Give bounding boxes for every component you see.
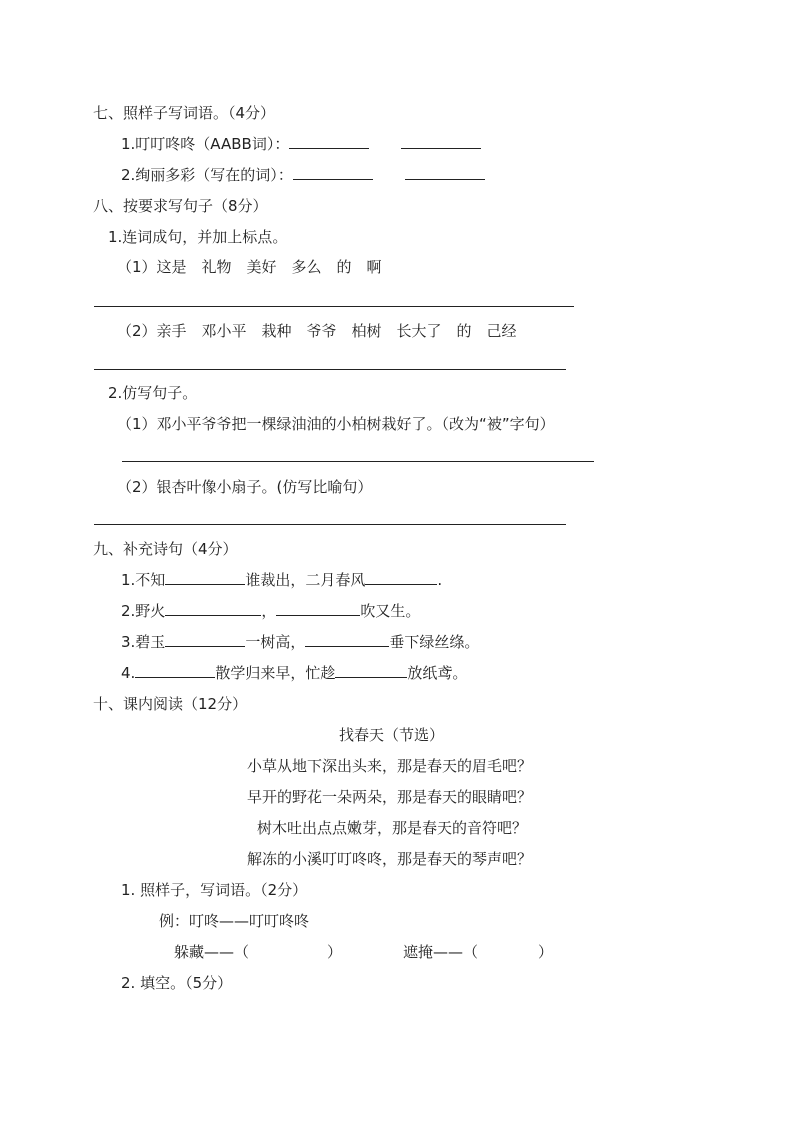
- sec8-q1a: （1）这是 礼物 美好 多么 的 啊: [117, 258, 382, 276]
- answer-blank[interactable]: [165, 570, 245, 585]
- fill-text: 1.不知: [121, 571, 166, 589]
- sec10-word-1: [174, 942, 342, 962]
- section-8-title: 八、按要求写句子（8分）: [93, 197, 268, 215]
- poem-fill-3: [121, 632, 479, 652]
- answer-blank[interactable]: [165, 601, 261, 616]
- fill-text: 垂下绿丝绦。: [389, 633, 480, 651]
- fill-text: 4.: [121, 664, 136, 682]
- answer-blank[interactable]: [365, 570, 437, 585]
- sec8-q2a: （1）邓小平爷爷把一棵绿油油的小柏树栽好了。（改为“被”字句）: [117, 415, 555, 433]
- sec10-q1: 1. 照样子，写词语。（2分）: [121, 881, 308, 899]
- answer-blank[interactable]: [305, 632, 389, 647]
- answer-blank[interactable]: [165, 632, 245, 647]
- answer-blank[interactable]: [405, 165, 485, 180]
- answer-blank[interactable]: [276, 601, 360, 616]
- section-9-title: 九、补充诗句（4分）: [93, 540, 238, 558]
- poem-fill-2: [121, 601, 420, 621]
- sec7-question-2: [121, 165, 485, 185]
- word-close: ）: [538, 943, 554, 961]
- fill-text: .: [437, 571, 443, 589]
- poem-line: 早开的野花一朵两朵，那是春天的眼睛吧？: [247, 788, 533, 806]
- word-close: ）: [327, 943, 343, 961]
- sec10-example: 例：叮咚——叮叮咚咚: [159, 912, 310, 930]
- word-prompt: 躲藏——（: [174, 943, 250, 961]
- fill-text: 放纸鸢。: [407, 664, 468, 682]
- poem-line: 小草从地下深出头来，那是春天的眉毛吧？: [247, 757, 533, 775]
- sec7-q1-text: 1.叮叮咚咚（AABB词）：: [121, 135, 290, 153]
- answer-line[interactable]: [94, 524, 566, 525]
- sec8-q2b: （2）银杏叶像小扇子。(仿写比喻句）: [117, 478, 373, 496]
- sec7-question-1: [121, 134, 481, 154]
- sec8-q1-title: 1.连词成句，并加上标点。: [108, 228, 288, 246]
- answer-blank[interactable]: [289, 134, 369, 149]
- poem-title: 找春天（节选）: [339, 726, 445, 744]
- sec10-word-2: [403, 942, 553, 962]
- answer-line[interactable]: [94, 306, 574, 307]
- answer-blank[interactable]: [335, 663, 407, 678]
- fill-text: 吹又生。: [360, 602, 421, 620]
- answer-line[interactable]: [122, 461, 594, 462]
- answer-line[interactable]: [94, 369, 566, 370]
- fill-text: 2.野火: [121, 602, 166, 620]
- fill-text: 一树高，: [245, 633, 306, 651]
- fill-text: 3.碧玉: [121, 633, 166, 651]
- answer-blank[interactable]: [135, 663, 215, 678]
- word-prompt: 遮掩——（: [403, 943, 479, 961]
- poem-line: 树木吐出点点嫩芽，那是春天的音符吧？: [257, 819, 528, 837]
- fill-text: 谁裁出，二月春风: [245, 571, 366, 589]
- answer-blank[interactable]: [293, 165, 373, 180]
- answer-blank[interactable]: [401, 134, 481, 149]
- section-7-title: 七、照样子写词语。（4分）: [93, 104, 276, 122]
- poem-fill-4: [121, 663, 467, 683]
- section-10-title: 十、课内阅读（12分）: [93, 695, 248, 713]
- sec8-q2-title: 2.仿写句子。: [108, 384, 198, 402]
- poem-fill-1: [121, 570, 442, 590]
- poem-line: 解冻的小溪叮叮咚咚，那是春天的琴声吧？: [247, 850, 533, 868]
- sec10-q2: 2. 填空。（5分）: [121, 974, 233, 992]
- fill-text: ，: [261, 602, 277, 620]
- sec8-q1b: （2）亲手 邓小平 栽种 爷爷 柏树 长大了 的 己经: [117, 322, 517, 340]
- fill-text: 散学归来早，忙趁: [215, 664, 336, 682]
- sec7-q2-text: 2.绚丽多彩（写在的词）：: [121, 166, 293, 184]
